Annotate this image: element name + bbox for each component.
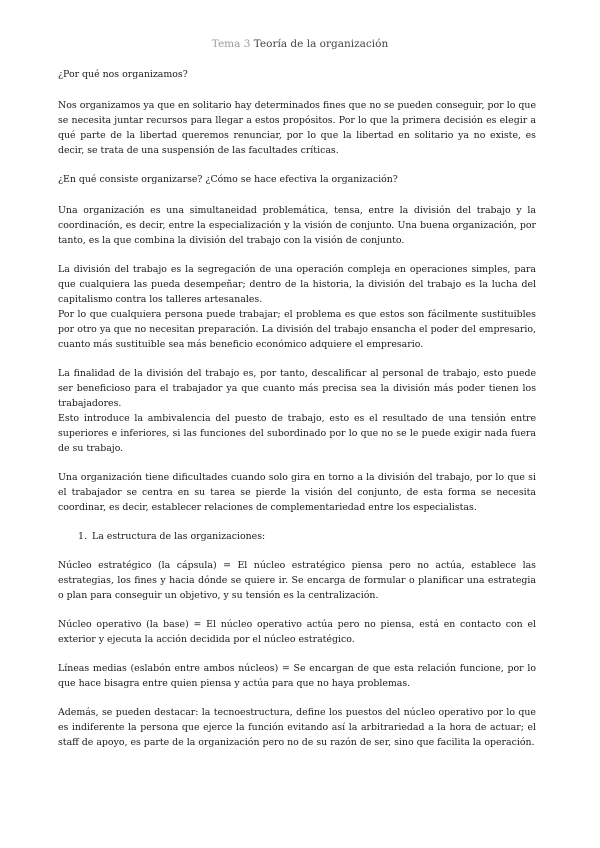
section-list [58,529,536,544]
paragraph-2: Una organización es una simultaneidad problemática, tensa, entre la división del trabajo y la coordinación, es decir, entre la especialización y la visión de conjunto. Una buena organización, por tanto, es la que combina la división del trabajo con la visión de conjunto. [58,205,536,246]
header-title: Teoría de la organización [253,38,389,50]
paragraph-11: Además, se pueden destacar: la tecnoestructura, define los puestos del núcleo operativo por lo que es indiferente la persona que ejerce la función evitando así la arbitrariedad a la hora de actuar; el staff de apoyo, es parte de la organización pero no de su razón de ser, sino que facilita la operación. [58,707,536,748]
paragraph-1: Nos organizamos ya que en solitario hay determinados fines que no se pueden conseguir, por lo que se necesita juntar recursos para llegar a estos propósitos. Por lo que la primera decisión es elegir a qué parte de la libertad queremos renunciar, por lo que la libertad en solitario ya no existe, es decir, se trata de una suspensión de las facultades críticas. [58,100,536,156]
list-number: 1. [78,531,87,542]
paragraph-7: Una organización tiene dificultades cuando solo gira en torno a la división del trabajo, por lo que si el trabajador se centra en su tarea se pierde la visión del conjunto, de esta forma se necesita coordinar, es decir, establecer relaciones de complementariedad entre los especialistas. [58,472,536,513]
question-1: ¿Por qué nos organizamos? [58,69,188,80]
paragraph-3: La división del trabajo es la segregación de una operación compleja en operaciones simples, para que cualquiera las pueda desempeñar; dentro de la historia, la división del trabajo es la lucha del capitalismo contra los talleres artesanales. [58,264,536,305]
paragraph-8: Núcleo estratégico (la cápsula) = El núcleo estratégico piensa pero no actúa, establece las estrategias, los fines y hacia dónde se quiere ir. Se encarga de formular o planificar una estrategia o plan para conseguir un objetivo, y su tensión es la centralización. [58,560,536,601]
paragraph-9: Núcleo operativo (la base) = El núcleo operativo actúa pero no piensa, está en contacto con el exterior y ejecuta la acción decidida por el núcleo estratégico. [58,619,536,645]
document-body [58,67,536,750]
paragraph-10: Líneas medias (eslabón entre ambos núcleos) = Se encargan de que esta relación funcione, por lo que hace bisagra entre quien piensa y actúa para que no haya problemas. [58,663,536,689]
paragraph-4: Por lo que cualquiera persona puede trabajar; el problema es que estos son fácilmente sustituibles por otro ya que no necesitan preparación. La división del trabajo ensancha el poder del empresario, cuanto más sustituible sea más beneficio económico adquiere el empresario. [58,309,536,350]
header-tema: Tema 3 [211,38,251,50]
paragraph-5: La finalidad de la división del trabajo es, por tanto, descalificar al personal de trabajo, esto puede ser beneficioso para el trabajador ya que cuanto más precisa sea la división más poder tienen los trabajadores. [58,368,536,409]
list-item-text: La estructura de las organizaciones: [92,531,266,542]
paragraph-6: Esto introduce la ambivalencia del puesto de trabajo, esto es el resultado de una tensión entre superiores e inferiores, si las funciones del subordinado por lo que no se le puede exigir nada fuera de su trabajo. [58,413,536,454]
question-2: ¿En qué consiste organizarse? ¿Cómo se hace efectiva la organización? [58,174,398,185]
page-header [0,38,600,50]
list-item [58,529,536,544]
